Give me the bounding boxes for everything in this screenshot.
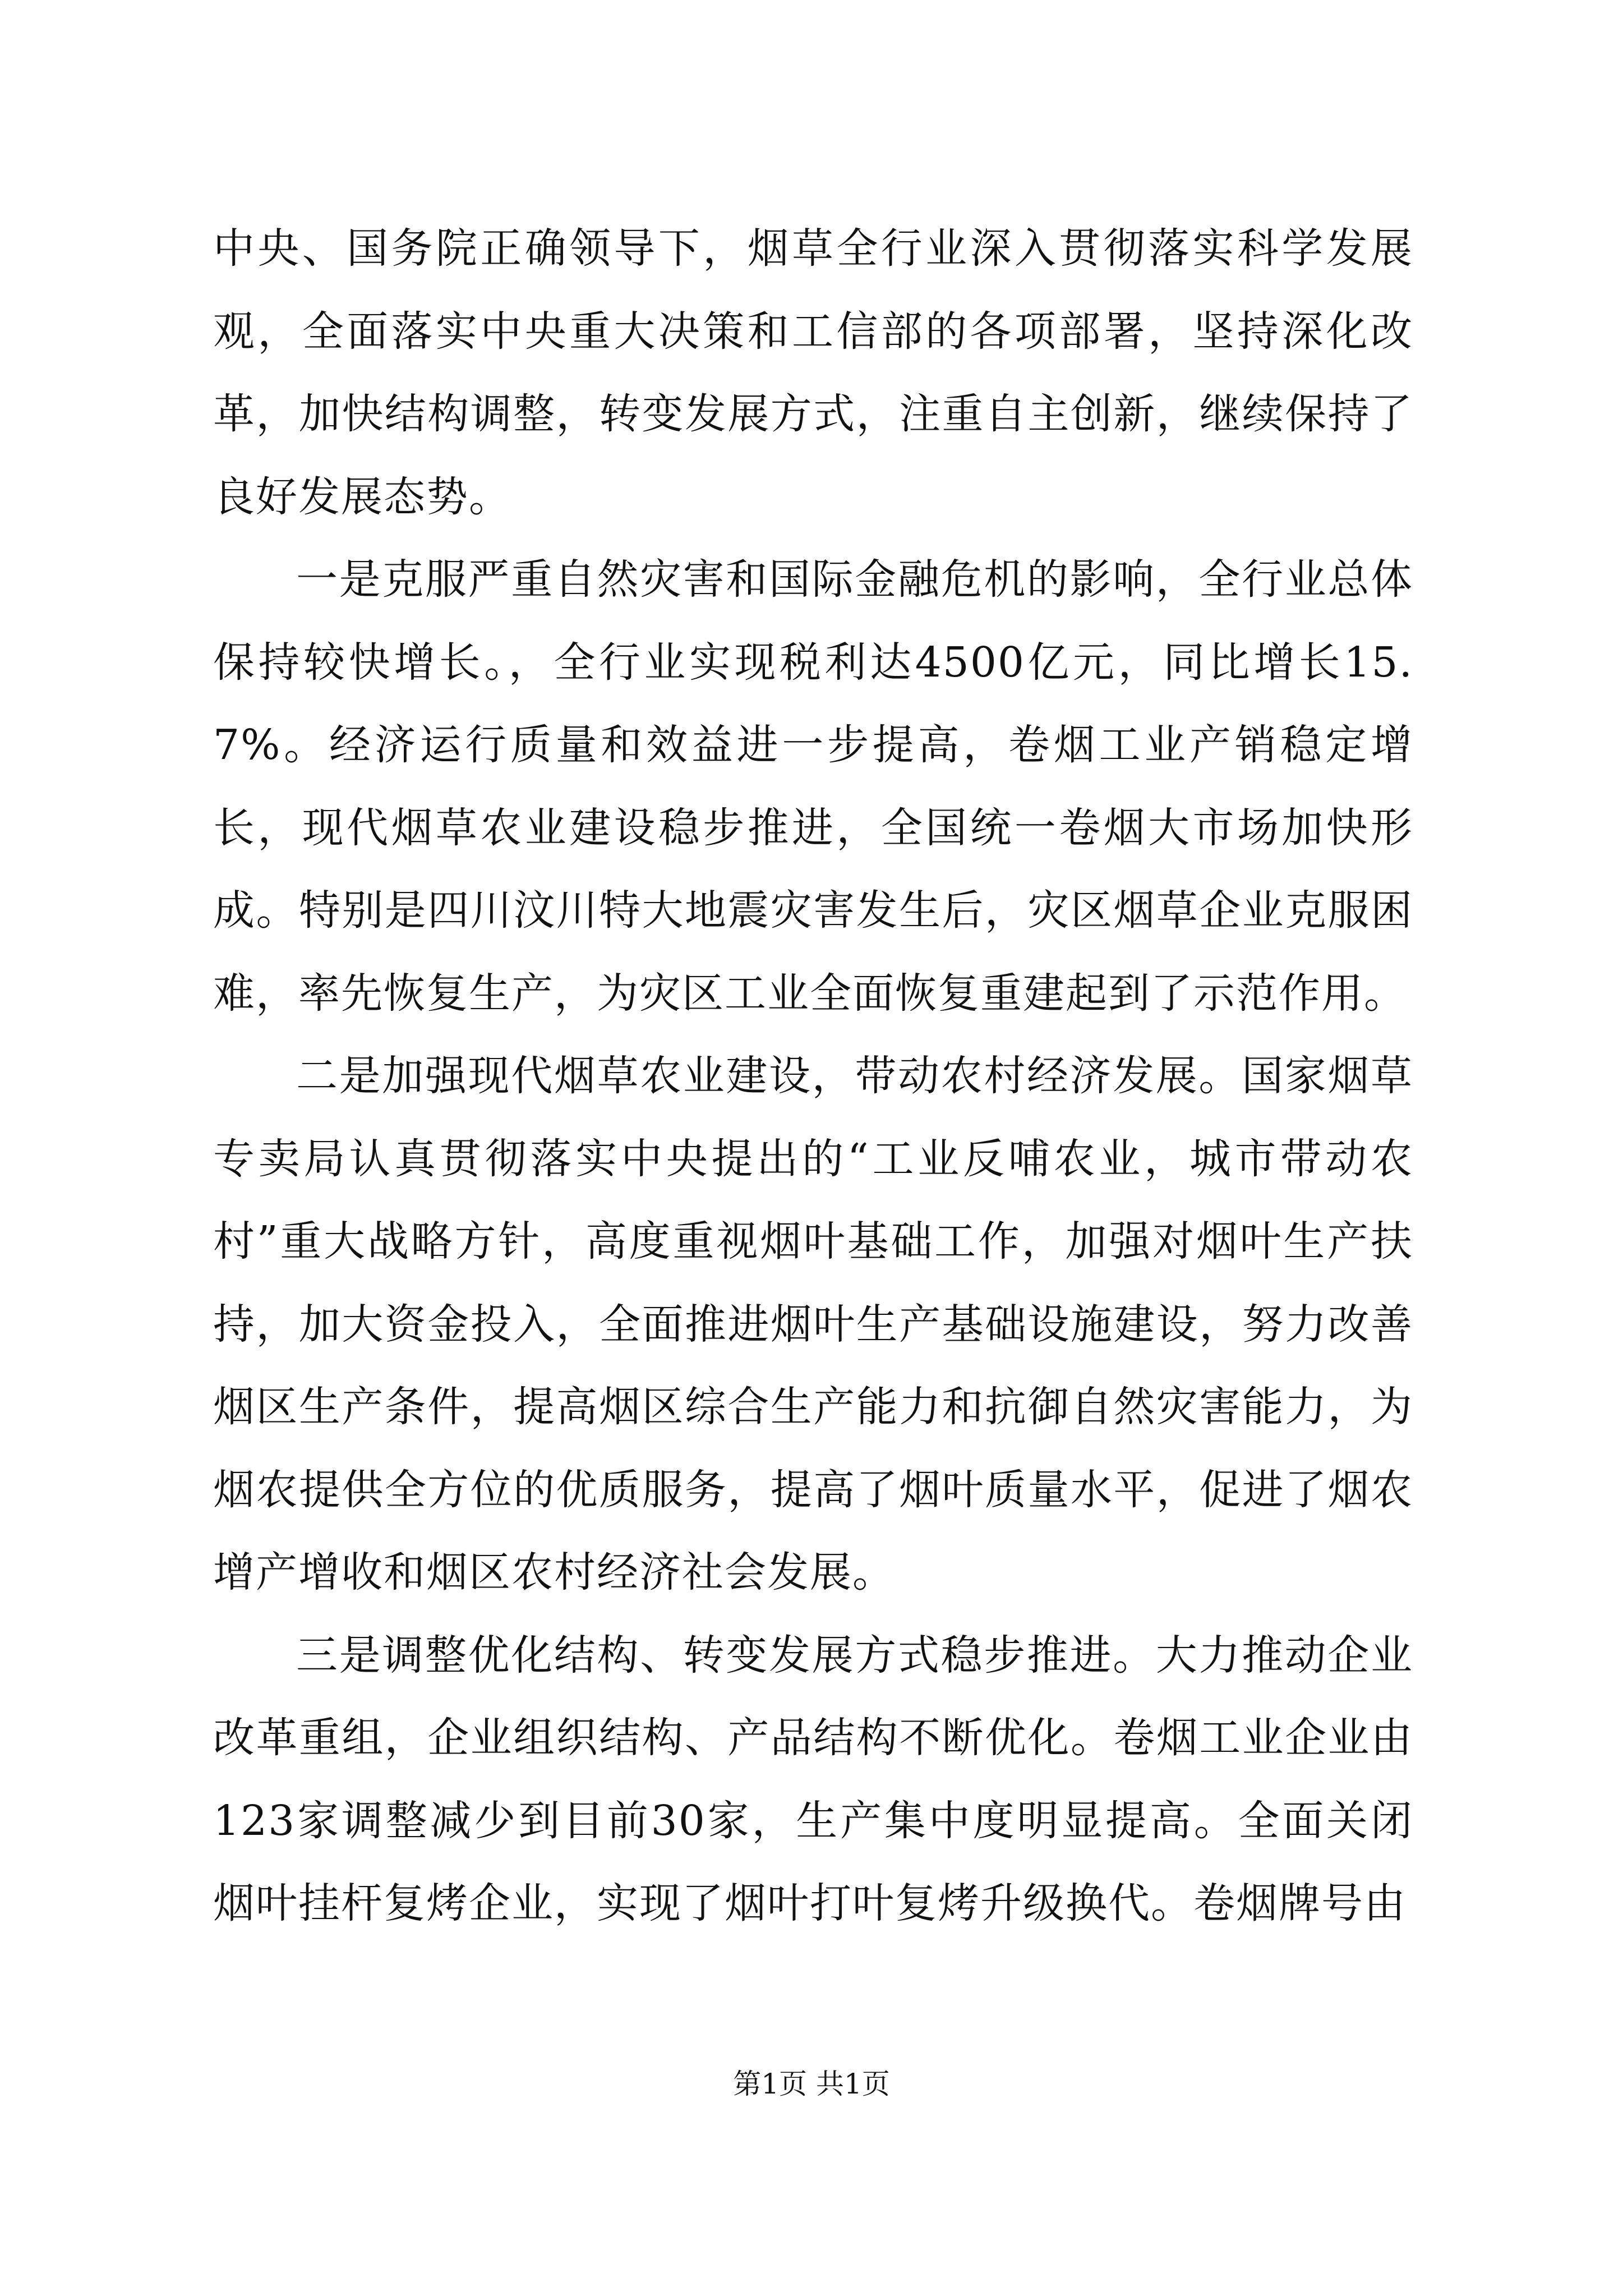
page-footer: 第1页 共1页 xyxy=(733,2068,890,2100)
paragraph-4: 三是调整优化结构、转变发展方式稳步推进。大力推动企业改革重组，企业组织结构、产品结构不断优化。卷烟工业企业由123家调整减少到目前30家，生产集中度明显提高。全面关闭烟叶挂杆复烤企业，实现了烟叶打叶复烤升级换代。卷烟牌号由 xyxy=(213,1631,1413,1927)
paragraph-1: 中央、国务院正确领导下，烟草全行业深入贯彻落实科学发展观，全面落实中央重大决策和工信部的各项部署，坚持深化改革，加快结构调整，转变发展方式，注重自主创新，继续保持了良好发展态势。 xyxy=(213,224,1413,521)
paragraph-3: 二是加强现代烟草农业建设，带动农村经济发展。国家烟草专卖局认真贯彻落实中央提出的“工业反哺农业，城市带动农村”重大战略方针，高度重视烟叶基础工作，加强对烟叶生产扶持，加大资金投入，全面推进烟叶生产基础设施建设，努力改善烟区生产条件，提高烟区综合生产能力和抗御自然灾害能力，为烟农提供全方位的优质服务，提高了烟叶质量水平，促进了烟农增产增收和烟区农村经济社会发展。 xyxy=(213,1052,1413,1596)
paragraph-2: 一是克服严重自然灾害和国际金融危机的影响，全行业总体保持较快增长。，全行业实现税利达4500亿元，同比增长15.7%。经济运行质量和效益进一步提高，卷烟工业产销稳定增长，现代烟草农业建设稳步推进，全国统一卷烟大市场加快形成。特别是四川汶川特大地震灾害发生后，灾区烟草企业克服困难，率先恢复生产，为灾区工业全面恢复重建起到了示范作用。 xyxy=(213,555,1413,1018)
document-body xyxy=(213,208,1413,1945)
